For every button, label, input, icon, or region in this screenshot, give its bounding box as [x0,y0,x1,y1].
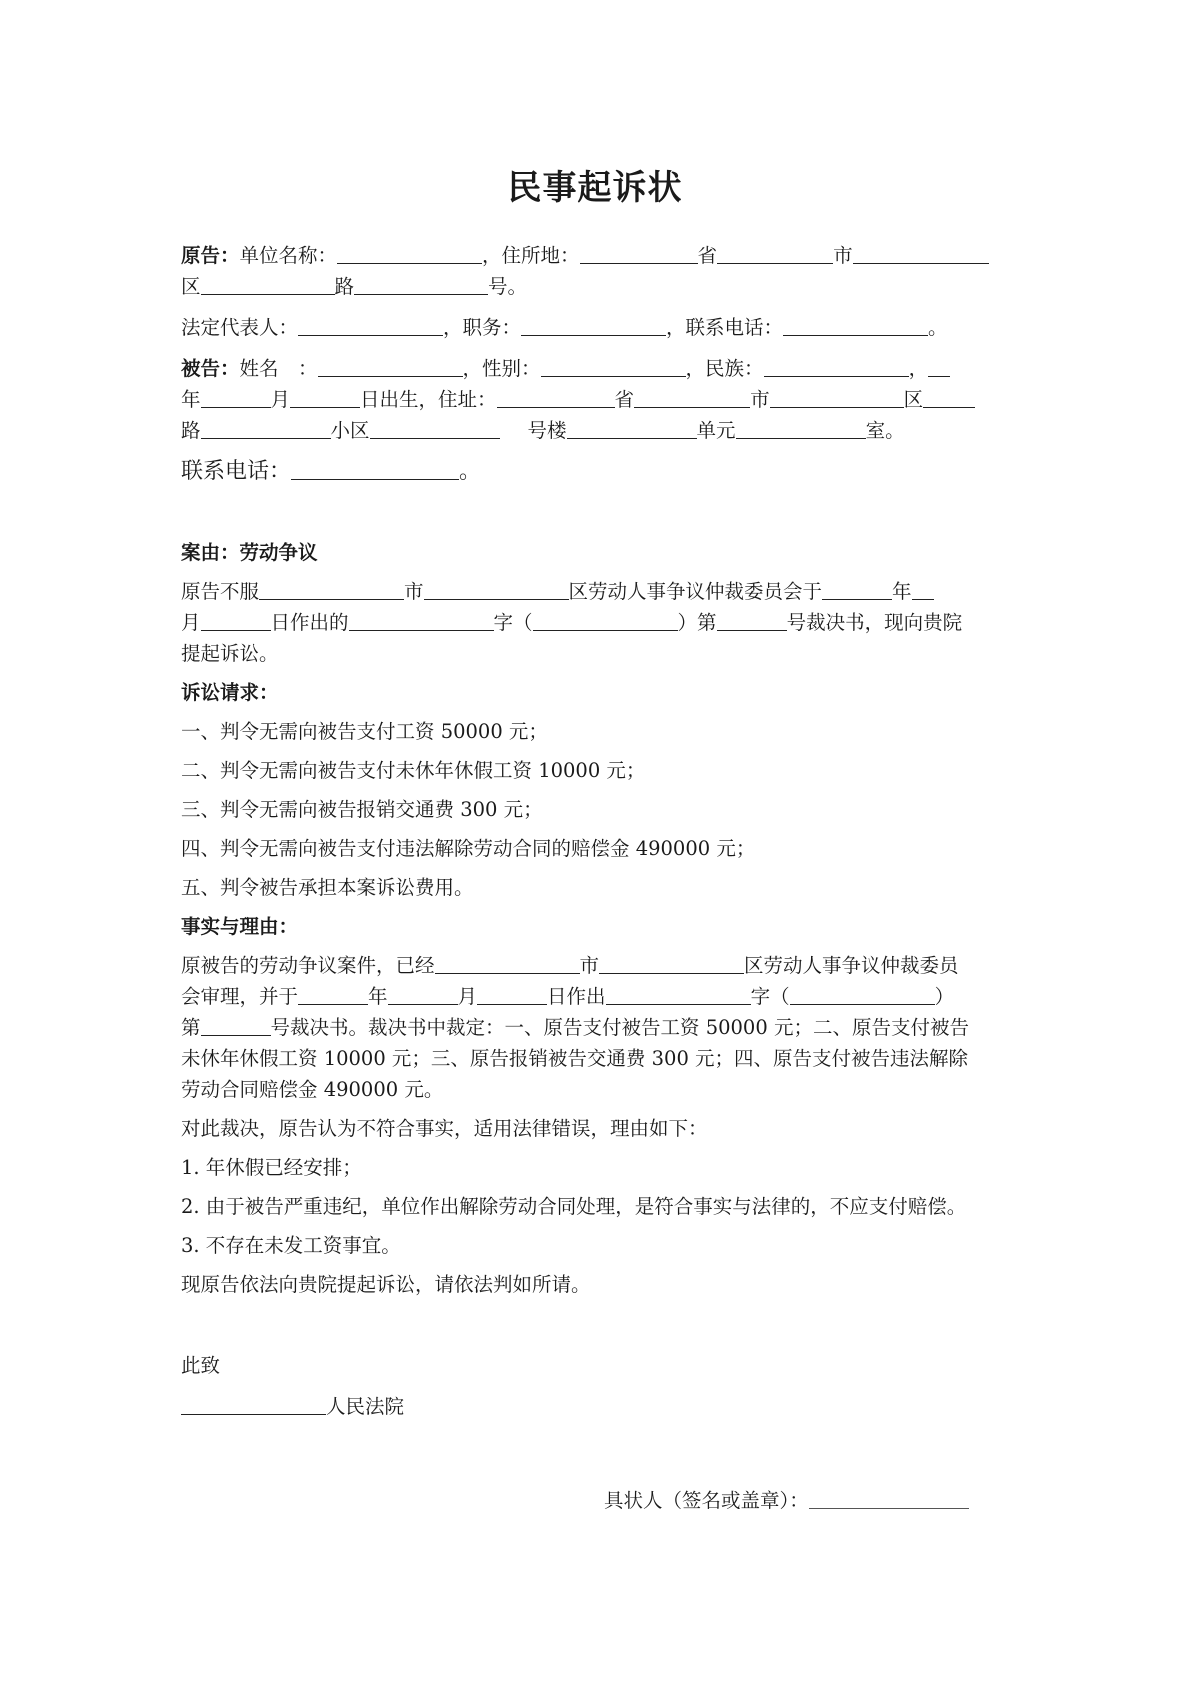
facts-heading: 事实与理由： [181,915,299,938]
unit-label: 单元 [696,419,736,442]
blank-district-pre[interactable] [853,243,989,264]
blank-def-city[interactable] [634,387,750,408]
blank-facts-award-no[interactable] [201,1015,271,1036]
no-label: ）第 [677,611,717,634]
intro-line-2 [181,607,1016,638]
intro-text: 原告不服 [181,580,260,603]
city-label: 市 [404,580,424,603]
blank-intro-award-prefix[interactable] [349,610,494,631]
defendant-line-2 [181,384,1016,415]
facts-text: 号裁决书。裁决书中裁定：一、原告支付被告工资 50000 元；二、原告支付被告 [270,1016,969,1039]
plaintiff-line-1 [181,240,1016,271]
district-label: 区 [181,275,201,298]
city-label: 市 [579,954,600,977]
facts-line-2 [181,981,1016,1012]
facts-line-3 [181,1012,1016,1043]
arbitration-committee-text: 区劳动人事争议仲裁委员会于 [568,580,823,603]
char-label: 字（ [493,611,533,634]
blank-intro-city[interactable] [259,579,404,600]
salutation: 此致 [181,1354,221,1377]
blank-birth-year-pre[interactable] [928,356,950,377]
blank-community[interactable] [370,418,500,439]
representative-line [181,312,1016,343]
blank-district[interactable] [201,274,335,295]
blank-unit[interactable] [736,418,866,439]
claims-heading: 诉讼请求： [181,681,279,704]
arbitration-committee-text: 区劳动人事争议仲裁委员 [744,954,959,977]
facts-line-1 [181,950,1016,981]
city-label: 市 [833,244,853,267]
blank-ethnicity[interactable] [764,356,909,377]
building-label: 号楼 [527,419,567,442]
blank-signature[interactable] [809,1488,969,1509]
road-label: 路 [334,275,355,298]
blank-court-name[interactable] [181,1394,326,1415]
blank-intro-award-year[interactable] [533,610,678,631]
blank-province[interactable] [580,243,698,264]
paren-close: ） [934,985,955,1008]
province-label: 省 [614,388,635,411]
blank-legal-rep[interactable] [298,315,443,336]
blank-intro-month-pre[interactable] [912,579,934,600]
intro-line-1 [181,576,1016,607]
reason-item: 3. 不存在未发工资事宜。 [181,1234,401,1257]
court-line [181,1391,1016,1422]
blank-position[interactable] [521,315,666,336]
city-label: 市 [750,388,770,411]
blank-company-name[interactable] [337,243,482,264]
facts-text: 会审理，并于 [181,985,299,1008]
blank-defendant-name[interactable] [318,356,463,377]
year-label: 年 [368,985,388,1008]
facts-paragraph: 对此裁决，原告认为不符合事实，适用法律错误，理由如下： [181,1117,708,1140]
position-label: ，职务： [443,316,522,339]
legal-rep-label: 法定代表人： [181,316,299,339]
signature-line [604,1485,969,1516]
court-suffix: 人民法院 [326,1395,405,1418]
blank-intro-award-no[interactable] [717,610,787,631]
day-issued-label: 日作出的 [270,611,349,634]
blank-def-province[interactable] [497,387,615,408]
month-label: 月 [270,388,291,411]
blank-road[interactable] [354,274,488,295]
address-label: ，住所地： [482,244,580,267]
facts-line-4: 未休年休假工资 10000 元；三、原告报销被告交通费 300 元；四、原告支付被告违法解除 [181,1047,969,1070]
issued-label: 日作出 [547,985,606,1008]
claim-item: 四、判令无需向被告支付违法解除劳动合同的赔偿金 490000 元； [181,837,756,860]
month-label: 月 [457,985,478,1008]
blank-intro-district[interactable] [424,579,569,600]
blank-city[interactable] [717,243,833,264]
intro-line-3: 提起诉讼。 [181,642,279,665]
plaintiff-label: 原告： [181,244,240,267]
document-body [181,240,1016,1422]
blank-intro-day[interactable] [201,610,271,631]
claim-item: 三、判令无需向被告报销交通费 300 元； [181,798,543,821]
phone-label: ，联系电话： [666,316,784,339]
reason-item: 2. 由于被告严重违纪，单位作出解除劳动合同处理，是符合事实与法律的，不应支付赔偿。 [181,1195,967,1218]
birth-address-label: 日出生，住址： [360,388,497,411]
period: 。 [928,316,948,339]
ethnicity-label: ，民族： [685,357,764,380]
blank-def-road[interactable] [201,418,331,439]
road-label: 路 [181,419,201,442]
company-name-label: 单位名称： [239,244,338,267]
document-title: 民事起诉状 [507,168,683,208]
number-label: 号。 [488,275,528,298]
blank-facts-year[interactable] [298,984,368,1005]
plaintiff-line-2 [181,271,1016,302]
facts-paragraph: 现原告依法向贵院提起诉讼，请依法判如所请。 [181,1273,591,1296]
award-text: 号裁决书，现向贵院 [786,611,963,634]
case-cause: 案由：劳动争议 [181,541,318,564]
blank-intro-year[interactable] [822,579,892,600]
blank-defendant-phone[interactable] [291,459,459,480]
blank-birth-month[interactable] [290,387,360,408]
defendant-label: 被告： [181,357,240,380]
name-label: 姓名 ： [239,357,318,380]
defendant-line-1 [181,353,1016,384]
room-label: 室。 [865,419,905,442]
year-label: 年 [892,580,912,603]
period: 。 [459,459,482,484]
claim-item: 五、判令被告承担本案诉讼费用。 [181,876,474,899]
blank-facts-award-year[interactable] [790,984,935,1005]
blank-birth-year[interactable] [201,387,271,408]
blank-facts-city[interactable] [435,953,580,974]
defendant-phone-line [181,456,1016,487]
defendant-line-3 [181,415,1016,446]
char-label: 字（ [750,985,790,1008]
comma: ， [908,357,929,380]
month-label: 月 [181,611,201,634]
year-label: 年 [181,388,201,411]
blank-def-road-pre[interactable] [923,387,975,408]
facts-line-5: 劳动合同赔偿金 490000 元。 [181,1078,444,1101]
blank-plaintiff-phone[interactable] [783,315,928,336]
blank-facts-award-prefix[interactable] [606,984,751,1005]
no-label: 第 [181,1016,201,1039]
phone-label: 联系电话： [181,459,292,484]
blank-facts-month[interactable] [388,984,458,1005]
blank-gender[interactable] [541,356,686,377]
claim-item: 一、判令无需向被告支付工资 50000 元； [181,720,548,743]
signature-label: 具状人（签名或盖章）： [604,1489,809,1512]
reason-item: 1. 年休假已经安排； [181,1156,362,1179]
facts-text: 原被告的劳动争议案件，已经 [181,954,435,977]
district-label: 区 [903,388,924,411]
blank-building[interactable] [567,418,697,439]
gender-label: ，性别： [462,357,541,380]
blank-facts-district[interactable] [599,953,744,974]
blank-facts-day[interactable] [477,984,547,1005]
community-label: 小区 [330,419,370,442]
province-label: 省 [697,244,718,267]
claim-item: 二、判令无需向被告支付未休年休假工资 10000 元； [181,759,646,782]
blank-def-district[interactable] [770,387,904,408]
